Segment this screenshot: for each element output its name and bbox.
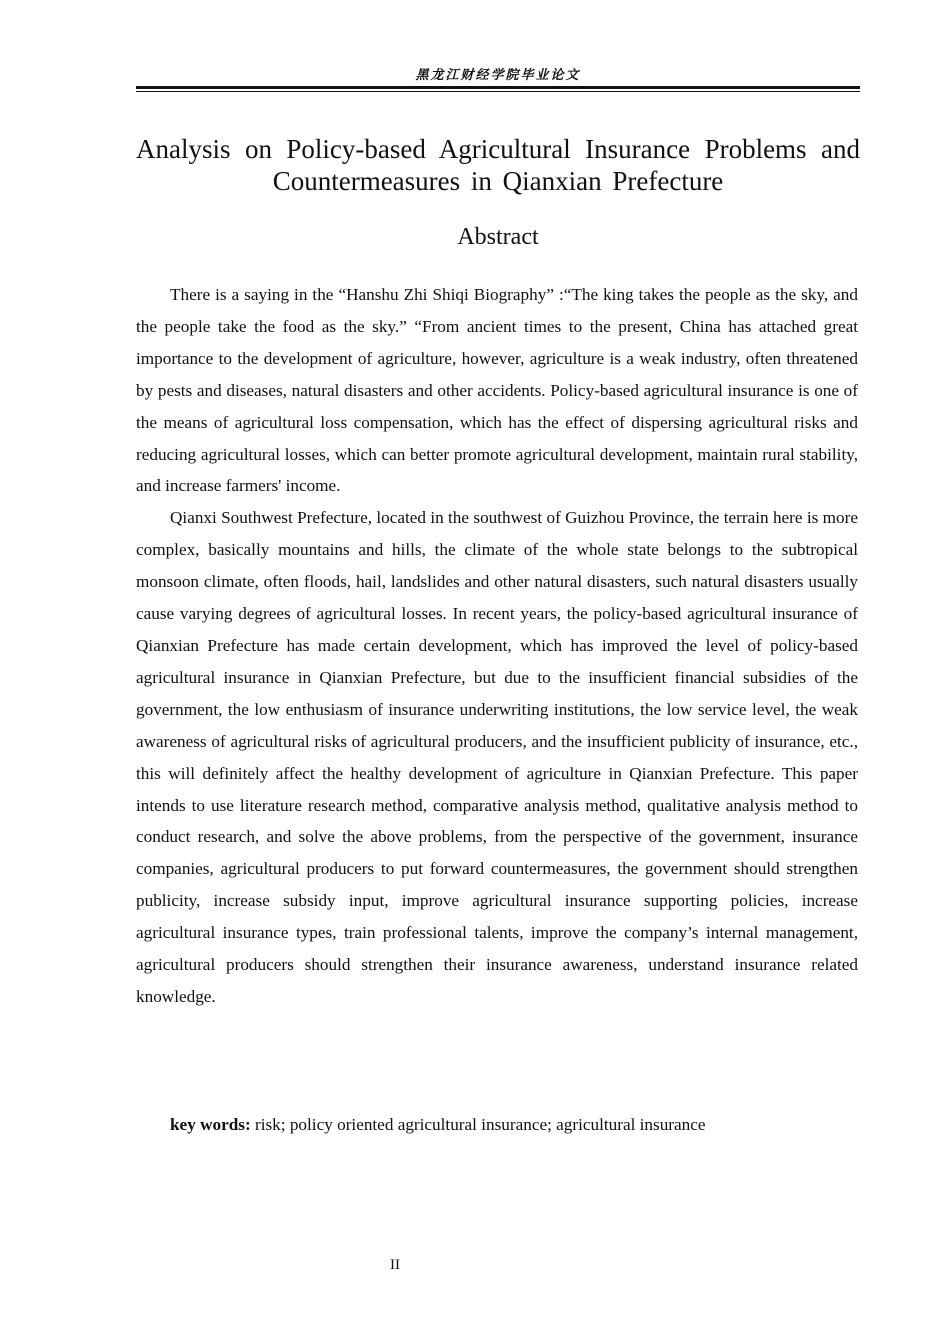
- page-number: II: [390, 1257, 400, 1273]
- keywords-label: key words:: [170, 1115, 251, 1134]
- running-header: 黑龙江财经学院毕业论文: [415, 68, 581, 83]
- abstract-paragraph-1: There is a saying in the “Hanshu Zhi Shiqi Biography” :“The king takes the people as the sky, and the people take the food as the sky.” “From ancient times to the present, China has attached great importance to the development of agriculture, however, agriculture is a weak industry, often threatened by pests and diseases, natural disasters and other accidents. Policy-based agricultural insurance is one of the means of agricultural loss compensation, which has the effect of dispersing agricultural risks and reducing agricultural losses, which can better promote agricultural development, maintain rural stability, and increase farmers' income.: [136, 285, 858, 496]
- header-rule-thick: [136, 86, 860, 89]
- paper-title: Analysis on Policy-based Agricultural Insurance Problems and Countermeasures in Qianxian Prefecture: [136, 134, 860, 196]
- header-rule-thin: [136, 91, 860, 92]
- abstract-heading: Abstract: [457, 224, 539, 250]
- keywords-text: risk; policy oriented agricultural insurance; agricultural insurance: [250, 1115, 706, 1134]
- abstract-paragraph-2: Qianxi Southwest Prefecture, located in the southwest of Guizhou Province, the terrain here is more complex, basically mountains and hills, the climate of the whole state belongs to the subtropical monsoon climate, often floods, hail, landslides and other natural disasters, such natural disasters usually cause varying degrees of agricultural losses. In recent years, the policy-based agricultural insurance of Qianxian Prefecture has made certain development, which has improved the level of policy-based agricultural insurance in Qianxian Prefecture, but due to the insufficient financial subsidies of the government, the low enthusiasm of insurance underwriting institutions, the low service level, the weak awareness of agricultural risks of agricultural producers, and the insufficient publicity of insurance, etc., this will definitely affect the healthy development of agriculture in Qianxian Prefecture. This paper intends to use literature research method, comparative analysis method, qualitative analysis method to conduct research, and solve the above problems, from the perspective of the government, insurance companies, agricultural producers to put forward countermeasures, the government should strengthen publicity, increase subsidy input, improve agricultural insurance supporting policies, increase agricultural insurance types, train professional talents, improve the company’s internal management, agricultural producers should strengthen their insurance awareness, understand insurance related knowledge.: [136, 508, 858, 1006]
- abstract-body: [136, 279, 858, 1013]
- keywords-line: [170, 1109, 860, 1141]
